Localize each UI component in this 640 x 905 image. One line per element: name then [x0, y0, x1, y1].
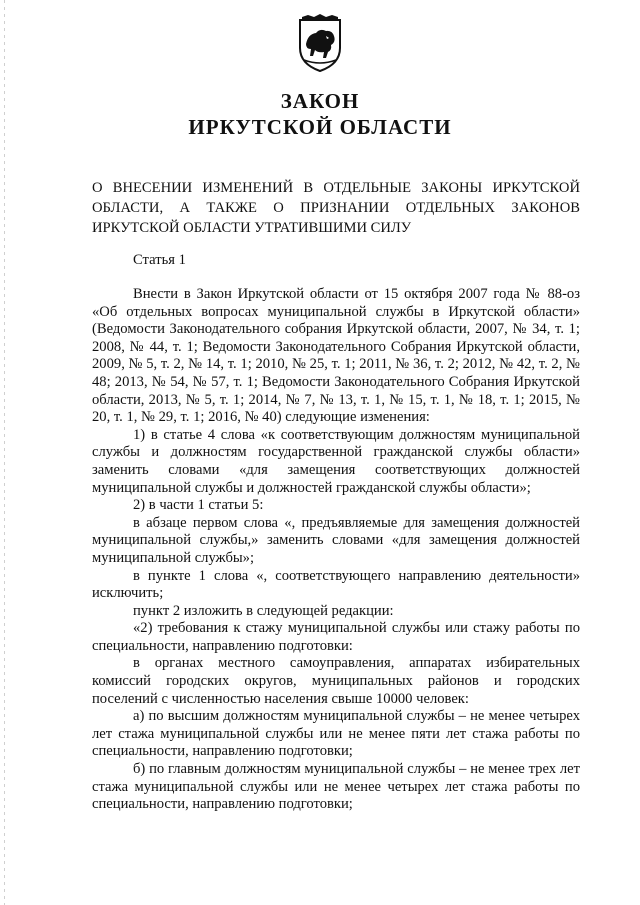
paragraph: в пункте 1 слова «, соответствующего направлению деятельности» исключить;	[92, 567, 580, 602]
paragraph: 2) в части 1 статьи 5:	[133, 497, 264, 514]
law-title: ЗАКОН	[280, 89, 360, 113]
paragraph: Внести в Закон Иркутской области от 15 октября 2007 года № 88-оз «Об отдельных вопросах муниципальной службы в Иркутской области» (Ведомости Законодательного собрания Иркутской области, 2007, № 34, т. 1; 2008, № 44, т. 1; Ведомости Законодательного Собрания Иркутской области, 2009, № 5, т. 2, № 14, т. 1; 2010, № 25, т. 1; 2011, № 36, т. 2; 2012, № 42, т. 2, № 48; 2013, № 54, № 57, т. 1; Ведомости Законодательного Собрания Иркутской области, 2013, № 5, т. 1; 2014, № 7, № 13, т. 1, № 15, т. 1, № 18, т. 1; 2015, № 20, т. 1, № 29, т. 1; 2016, № 40) следующие изменения:	[92, 286, 580, 426]
law-region-title: ИРКУТСКОЙ ОБЛАСТИ	[188, 115, 452, 139]
paragraph: пункт 2 изложить в следующей редакции:	[133, 602, 394, 619]
paragraph: а) по высшим должностям муниципальной службы – не менее четырех лет стажа муниципальной службы или не менее пяти лет стажа работы по специальности, направлению подготовки;	[92, 708, 580, 760]
paragraph: в абзаце первом слова «, предъявляемые для замещения должностей муниципальной службы,» заменить словами «для замещения должностей муниципальной службы»;	[92, 514, 580, 566]
paragraph: б) по главным должностям муниципальной службы – не менее трех лет стажа муниципальной службы или не менее четырех лет стажа работы по специальности, направлению подготовки;	[92, 761, 580, 813]
law-subject: О ВНЕСЕНИИ ИЗМЕНЕНИЙ В ОТДЕЛЬНЫЕ ЗАКОНЫ ИРКУТСКОЙ ОБЛАСТИ, А ТАКЖЕ О ПРИЗНАНИИ ОТДЕЛЬНЫХ ЗАКОНОВ ИРКУТСКОЙ ОБЛАСТИ УТРАТИВШИМИ СИЛУ	[92, 180, 580, 236]
irkutsk-coat-of-arms-icon	[296, 14, 344, 74]
article-heading: Статья 1	[133, 252, 186, 268]
paragraph: «2) требования к стажу муниципальной службы или стажу работы по специальности, направлению подготовки:	[92, 620, 580, 654]
paragraph: 1) в статье 4 слова «к соответствующим должностям муниципальной службы и должностям государственной гражданской службы области» заменить словами «для замещения соответствующих должностей муниципальной службы и должностей гражданской службы области»;	[92, 426, 580, 496]
article-body	[92, 286, 580, 814]
paragraph: в органах местного самоуправления, аппаратах избирательных комиссий городских округов, муниципальных районов и городских поселений с численностью населения свыше 10000 человек:	[92, 655, 580, 707]
